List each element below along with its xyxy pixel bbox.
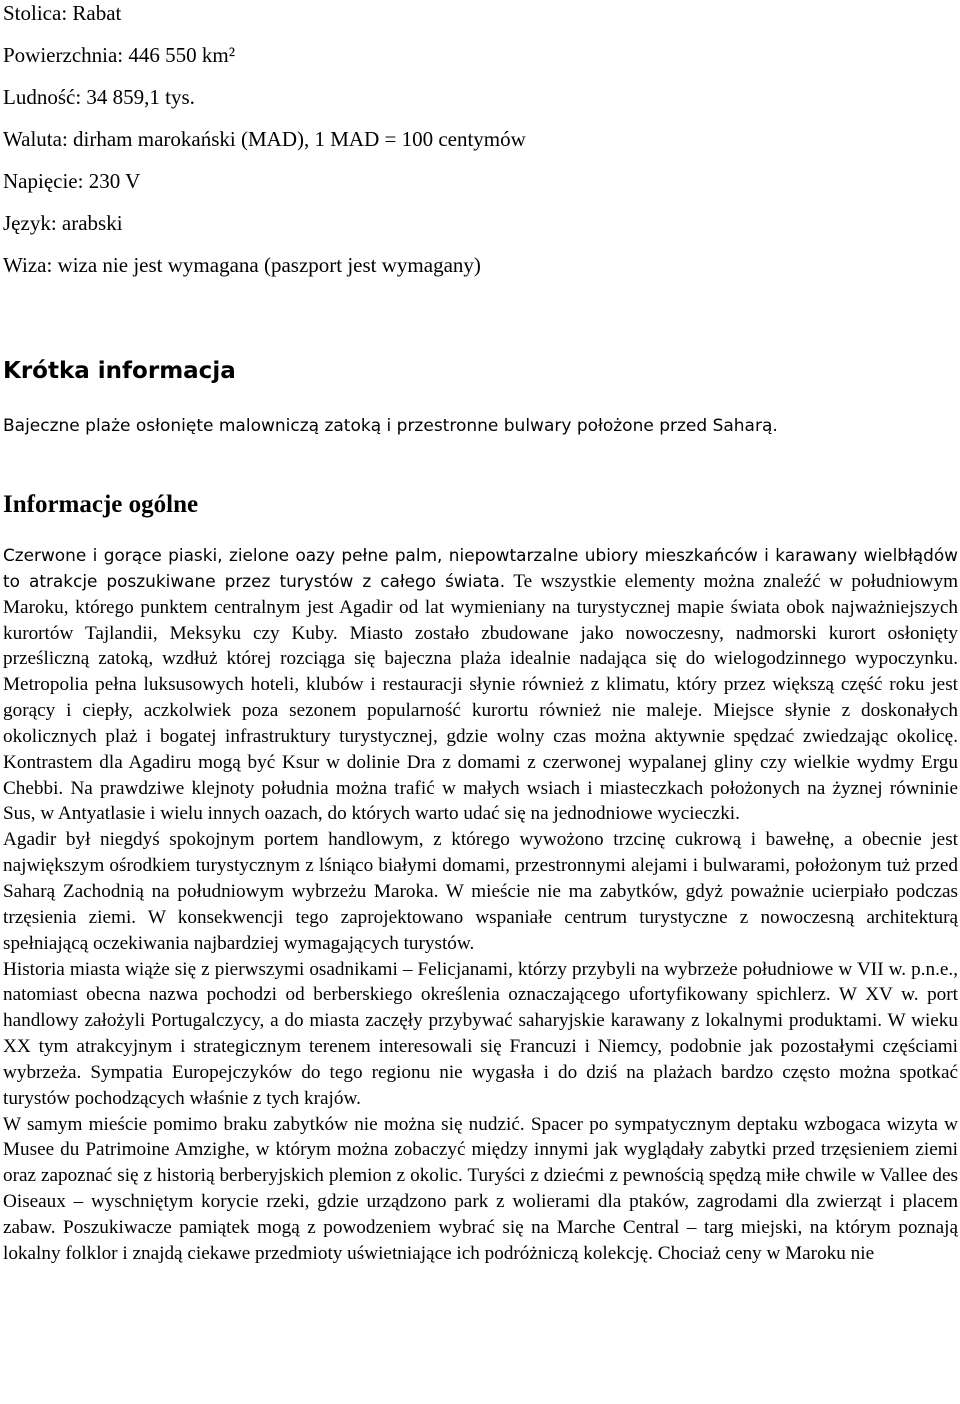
fact-population: Ludność: 34 859,1 tys. <box>3 85 195 109</box>
fact-visa: Wiza: wiza nie jest wymagana (paszport jest wymagany) <box>3 253 481 277</box>
fact-area: Powierzchnia: 446 550 km² <box>3 43 236 67</box>
paragraph-2: Agadir był niegdyś spokojnym portem handlowym, z którego wywożono trzcinę cukrową i bawełnę, a obecnie jest największym ośrodkiem turystycznym z lśniąco białymi domami, przestronnymi alejami i bulwarami, położonym tuż przed Saharą Zachodnią na południowym wybrzeżu Maroka. W mieście nie ma zabytków, gdyż poważnie ucierpiało podczas trzęsienia ziemi. W konsekwencji tego zaprojektowano wspaniałe centrum turystyczne z nowoczesną architekturą spełniającą oczekiwania najbardziej wymagających turystów. <box>3 829 958 954</box>
paragraph-1 <box>3 543 958 827</box>
fact-language: Język: arabski <box>3 211 123 235</box>
fact-voltage: Napięcie: 230 V <box>3 169 141 193</box>
short-info-text: Bajeczne plaże osłonięte malowniczą zatoką i przestronne bulwary położone przed Saharą. <box>3 416 778 436</box>
country-facts-list <box>3 0 958 294</box>
document-page <box>3 0 958 1264</box>
general-info-heading: Informacje ogólne <box>3 491 199 518</box>
paragraph-1-intro: Czerwone i gorące piaski, zielone oazy pełne palm, niepowtarzalne ubiory mieszkańców i karawany wielbłądów to atrakcje poszukiwane przez turystów z całego świata. <box>3 545 958 591</box>
short-info-heading: Krótka informacja <box>3 358 236 384</box>
paragraph-3: Historia miasta wiąże się z pierwszymi osadnikami – Felicjanami, którzy przybyli na wybrzeże południowe w VII w. p.n.e., natomiast obecna nazwa pochodzi od berberskiego określenia oznaczającego ufortyfikowany spichlerz. W XV w. port handlowy założyli Portugalczycy, a do miasta zaczęły przybywać saharyjskie karawany z lokalnymi produktami. W wieku XX tym atrakcyjnym i strategicznym terenem interesowali się Francuzi i Niemcy, podobnie jak pozostałymi częściami wybrzeża. Sympatia Europejczyków do tego regionu nie wygasła i do dziś na plażach bardzo często można spotkać turystów pochodzących właśnie z tych krajów. <box>3 958 958 1109</box>
general-info-body <box>3 543 958 1267</box>
fact-capital: Stolica: Rabat <box>3 1 122 25</box>
fact-currency: Waluta: dirham marokański (MAD), 1 MAD = 100 centymów <box>3 127 526 151</box>
paragraph-4: W samym mieście pomimo braku zabytków nie można się nudzić. Spacer po sympatycznym deptaku wzbogaca wizyta w Musee du Patrimoine Amzighe, w którym można zobaczyć między innymi jak wyglądały zabytki przed trzęsieniem ziemi oraz zapoznać się z historią berberyjskich plemion z okolic. Turyści z dziećmi z pewnością spędzą miłe chwile w Vallee des Oiseaux – wyschniętym korycie rzeki, gdzie urządzono park z wolierami dla ptaków, zagrodami dla zwierząt i placem zabaw. Poszukiwacze pamiątek mogą z powodzeniem wybrać się na Marche Central – targ miejski, na którym poznają lokalny folklor i znajdą ciekawe przedmioty uświetniające ich podróżniczą kolekcję. Chociaż ceny w Maroku nie <box>3 1113 958 1264</box>
paragraph-1-rest: Te wszystkie elementy można znaleźć w południowym Maroku, którego punktem centralnym jest Agadir od lat wymieniany na turystycznej mapie świata obok najważniejszych kurortów Tajlandii, Meksyku czy Kuby. Miasto zostało zbudowane jako nowoczesny, nadmorski kurort osłonięty prześliczną zatoką, wzdłuż której rozciąga się bajeczna plaża idealnie nadająca się do wielogodzinnego wypoczynku. Metropolia pełna luksusowych hoteli, klubów i restauracji słynie również z klimatu, który przez większą część roku jest gorący i ciepły, aczkolwiek poza sezonem popularność kurortu również nie maleje. Miejsce słynie z doskonałych okolicznych plaż i bogatej infrastruktury turystycznej, gdzie wolny czas można aktywnie spędzać zwiedzając okolicę. Kontrastem dla Agadiru mogą być Ksur w dolinie Dra z domami z czerwonej wypalanej gliny czy wielkie wydmy Ergu Chebbi. Na prawdziwe klejnoty południa można trafić w małych wsiach i miasteczkach położonych na żyznej równinie Sus, w Antyatlasie i wielu innych oazach, do których warto udać się na jednodniowe wycieczki. <box>3 570 958 825</box>
